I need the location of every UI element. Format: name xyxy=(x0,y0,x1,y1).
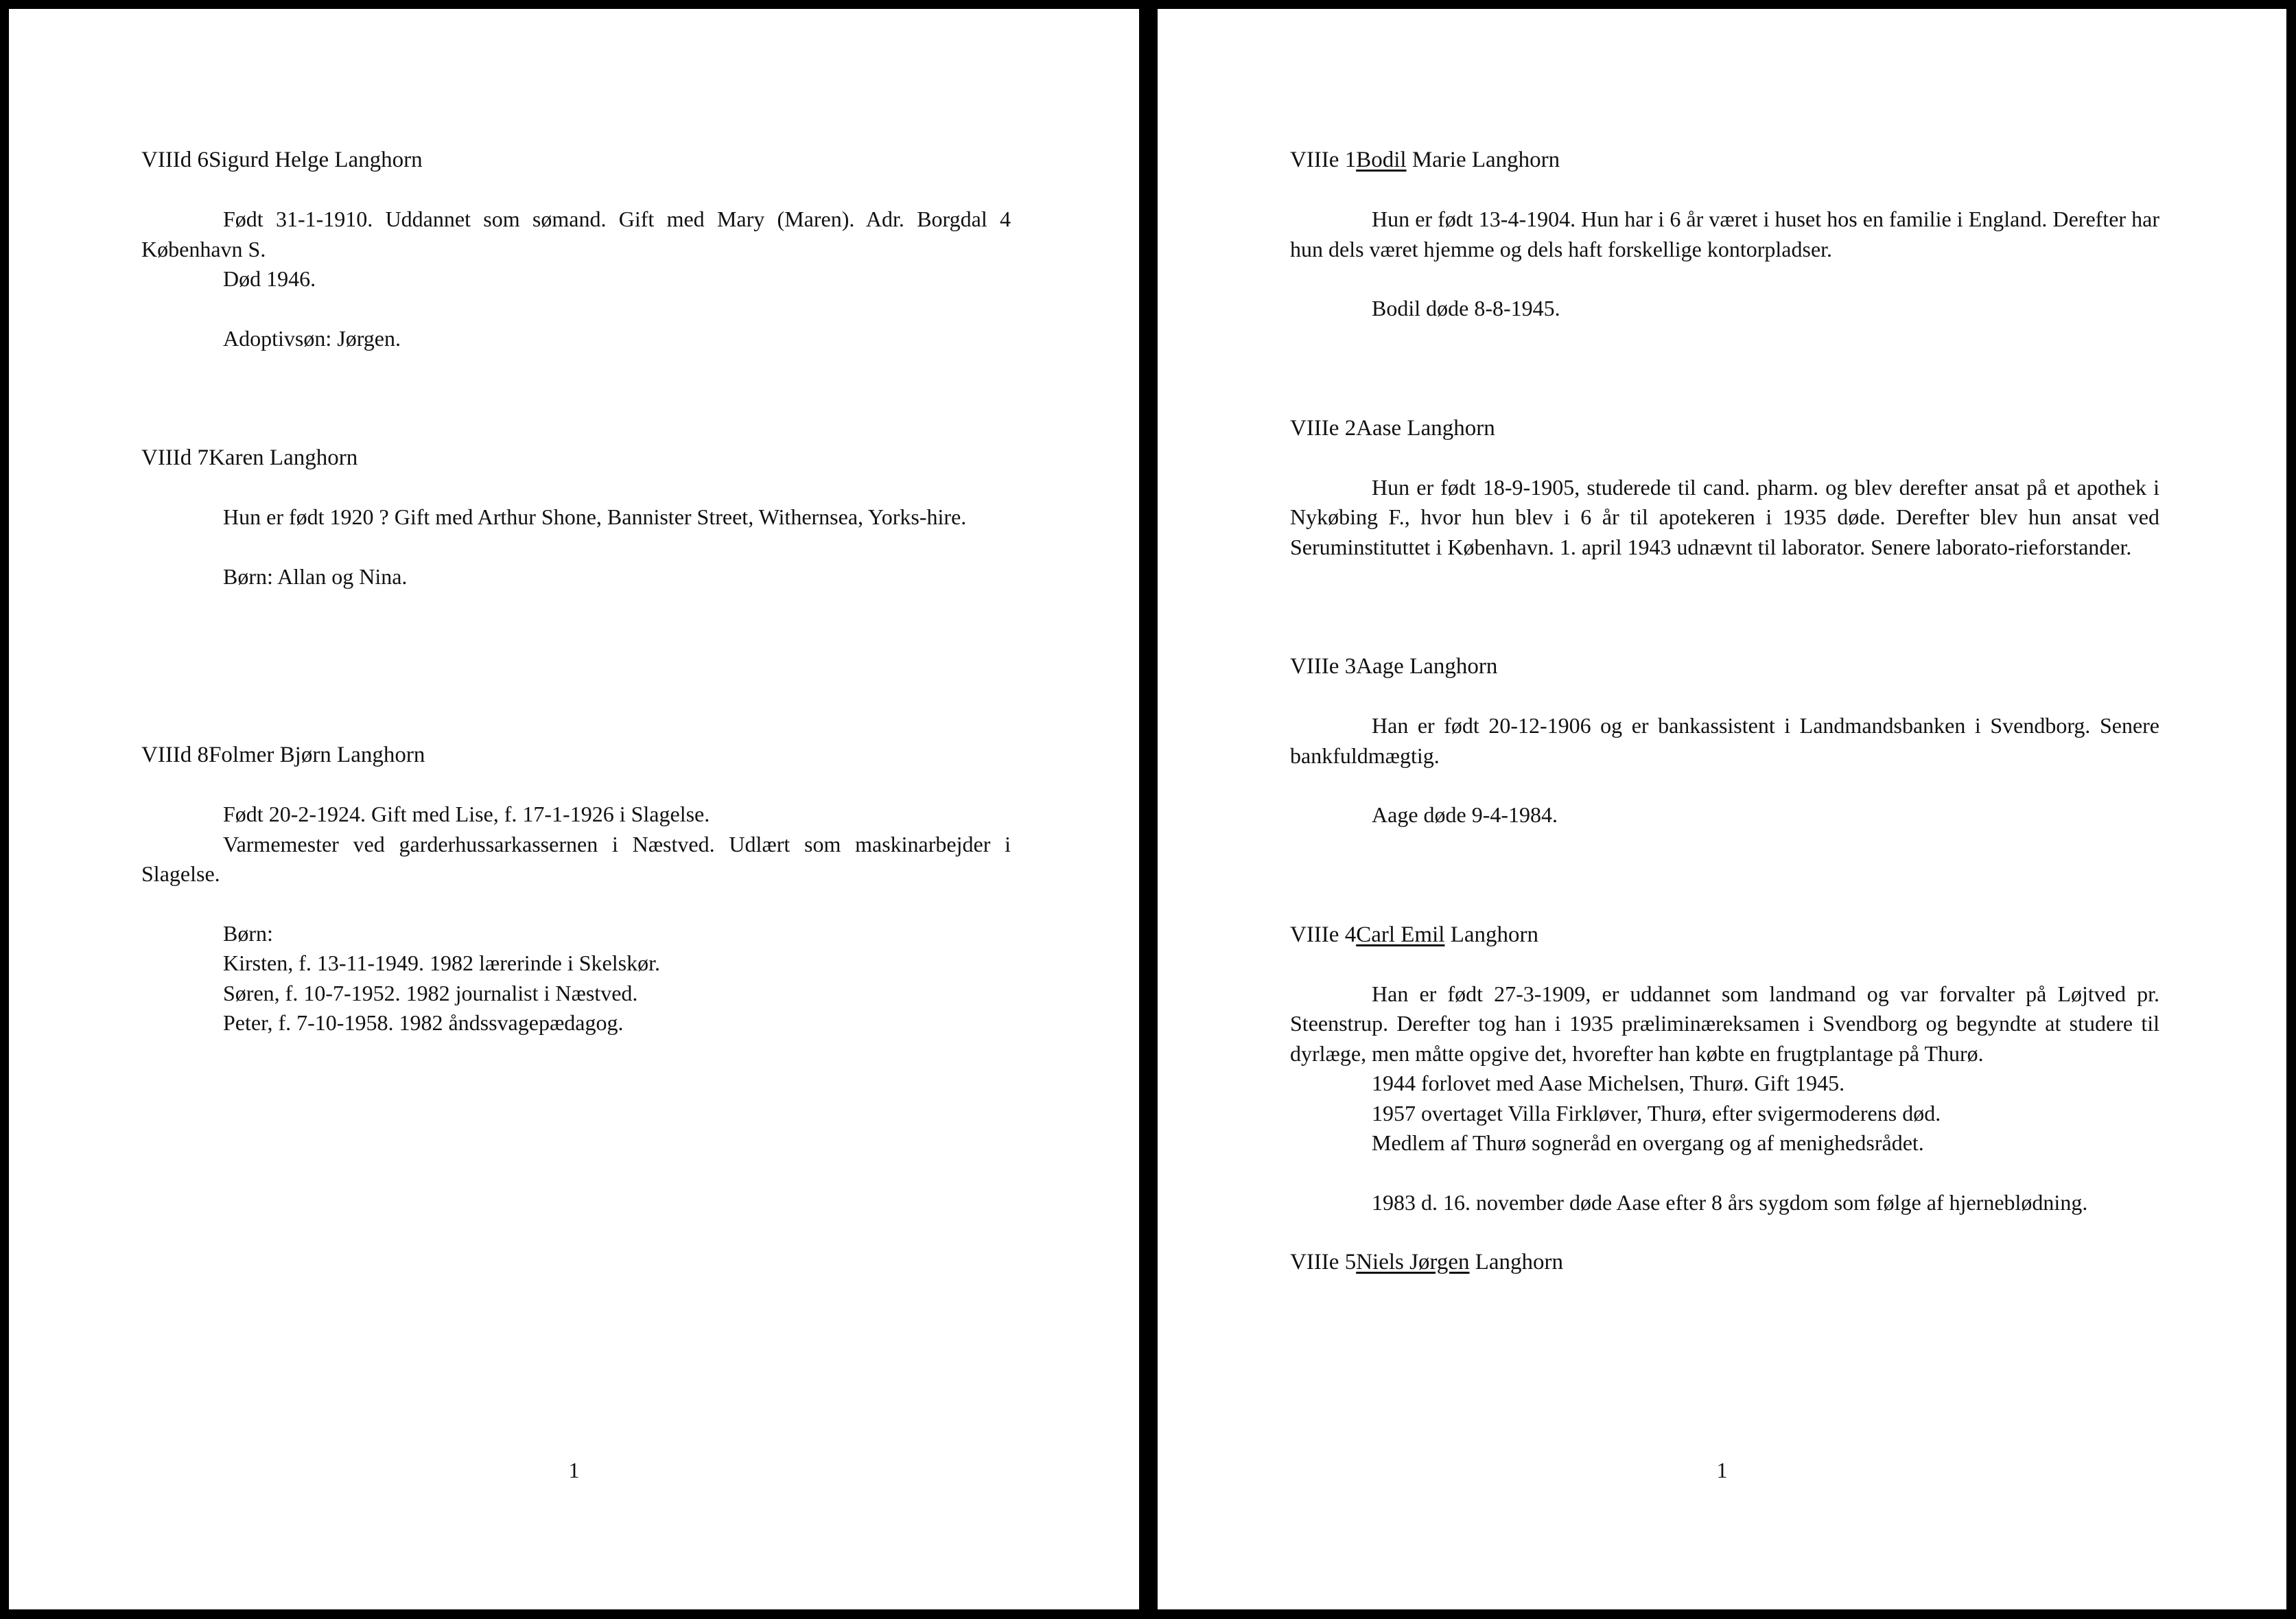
entry-code: VIIIe 3 xyxy=(1290,654,1357,679)
entry-paragraph: Født 31-1-1910. Uddannet som sømand. Gift med Mary (Maren). Adr. Borgdal 4 København S. xyxy=(141,207,1011,261)
entry-heading xyxy=(141,145,1011,175)
entry-heading xyxy=(1290,145,2159,175)
right-page-content xyxy=(1290,145,2159,1277)
entry-heading xyxy=(1290,651,2159,682)
entry-name-underlined: Carl Emil xyxy=(1356,922,1445,947)
entry-line: Medlem af Thurø sogneråd en overgang og af menighedsrådet. xyxy=(1372,1130,1924,1155)
entry-paragraph: Hun er født 13-4-1904. Hun har i 6 år været i huset hos en familie i England. Derefter har hun dels været hjemme og dels haft forskellige kontorpladser. xyxy=(1290,207,2159,261)
entry-paragraph: Han er født 27-3-1909, er uddannet som landmand og var forvalter på Løjtved pr. Steenstrup. Derefter tog han i 1935 præliminæreksamen i Svendborg og begyndte at studere til dyrlæge, men måtte opgive det, hvorefter han købte en frugtplantage på Thurø. xyxy=(1290,981,2159,1066)
entry-code: VIIId 7 xyxy=(141,445,209,470)
right-page xyxy=(1158,9,2286,1609)
entry-paragraph: Hun er født 1920 ? Gift med Arthur Shone, Bannister Street, Withernsea, Yorks-hire. xyxy=(223,504,967,529)
entry-line: 1957 overtaget Villa Firkløver, Thurø, efter svigermoderens død. xyxy=(1372,1100,1941,1126)
child-line: Kirsten, f. 13-11-1949. 1982 lærerinde i Skelskør. xyxy=(223,951,660,975)
entry-birth-line: Født 20-2-1924. Gift med Lise, f. 17-1-1926 i Slagelse. xyxy=(223,802,710,826)
child-line: Søren, f. 10-7-1952. 1982 journalist i Næstved. xyxy=(223,980,638,1005)
entry-heading xyxy=(1290,920,2159,950)
entry-name: Langhorn xyxy=(1444,922,1538,947)
entry-code: VIIIe 4 xyxy=(1290,922,1357,947)
entry-line: 1944 forlovet med Aase Michelsen, Thurø. Gift 1945. xyxy=(1372,1071,1845,1095)
entry-heading xyxy=(141,740,1011,770)
left-page xyxy=(9,9,1139,1609)
entry-paragraph: Hun er født 18-9-1905, studerede til cand. pharm. og blev derefter ansat på et apothek i Nykøbing F., hvor hun blev i 6 år til apotekeren i 1935 døde. Derefter blev hun ansat ved Seruminstituttet i København. 1. april 1943 udnævnt til laborator. Senere laborato-rieforstander. xyxy=(1290,474,2159,559)
entry-name-underlined: Bodil xyxy=(1356,148,1407,172)
entry-paragraph: 1983 d. 16. november døde Aase efter 8 års sygdom som følge af hjerneblødning. xyxy=(1372,1189,2088,1215)
entry-name: Marie Langhorn xyxy=(1406,148,1560,172)
page-number: 1 xyxy=(1716,1458,1728,1482)
entry-children-line: Børn: Allan og Nina. xyxy=(223,563,408,589)
children-label: Børn: xyxy=(223,920,273,946)
left-page-content xyxy=(141,145,1011,1038)
entry-name: Folmer Bjørn Langhorn xyxy=(209,743,425,767)
entry-name: Langhorn xyxy=(1469,1250,1564,1274)
entry-name: Aage Langhorn xyxy=(1356,654,1498,679)
entry-child-line: Adoptivsøn: Jørgen. xyxy=(223,325,401,351)
entry-code: VIIId 6 xyxy=(141,148,209,172)
entry-paragraph: Han er født 20-12-1906 og er bankassistent i Landmandsbanken i Svendborg. Senere bankfuldmægtig. xyxy=(1290,713,2159,768)
entry-code: VIIIe 2 xyxy=(1290,415,1357,441)
entry-heading xyxy=(1290,1247,2159,1277)
entry-death-line: Aage døde 9-4-1984. xyxy=(1372,802,1558,827)
entry-name: Karen Langhorn xyxy=(209,445,358,470)
entry-death-line: Død 1946. xyxy=(223,266,316,291)
entry-name: Aase Langhorn xyxy=(1356,415,1495,441)
page-number: 1 xyxy=(568,1458,580,1482)
entry-name: Sigurd Helge Langhorn xyxy=(209,148,423,172)
entry-paragraph: Varmemester ved garderhussarkassernen i Næstved. Udlært som maskinarbejder i Slagelse. xyxy=(141,831,1011,886)
entry-name-underlined: Niels Jørgen xyxy=(1356,1250,1470,1274)
entry-code: VIIId 8 xyxy=(141,743,209,767)
entry-death-line: Bodil døde 8-8-1945. xyxy=(1372,296,1560,321)
entry-heading xyxy=(1290,413,2159,443)
child-line: Peter, f. 7-10-1958. 1982 åndssvagepædagog. xyxy=(223,1010,624,1035)
entry-heading xyxy=(141,443,1011,473)
entry-code: VIIIe 1 xyxy=(1290,148,1357,172)
entry-code: VIIIe 5 xyxy=(1290,1250,1357,1274)
